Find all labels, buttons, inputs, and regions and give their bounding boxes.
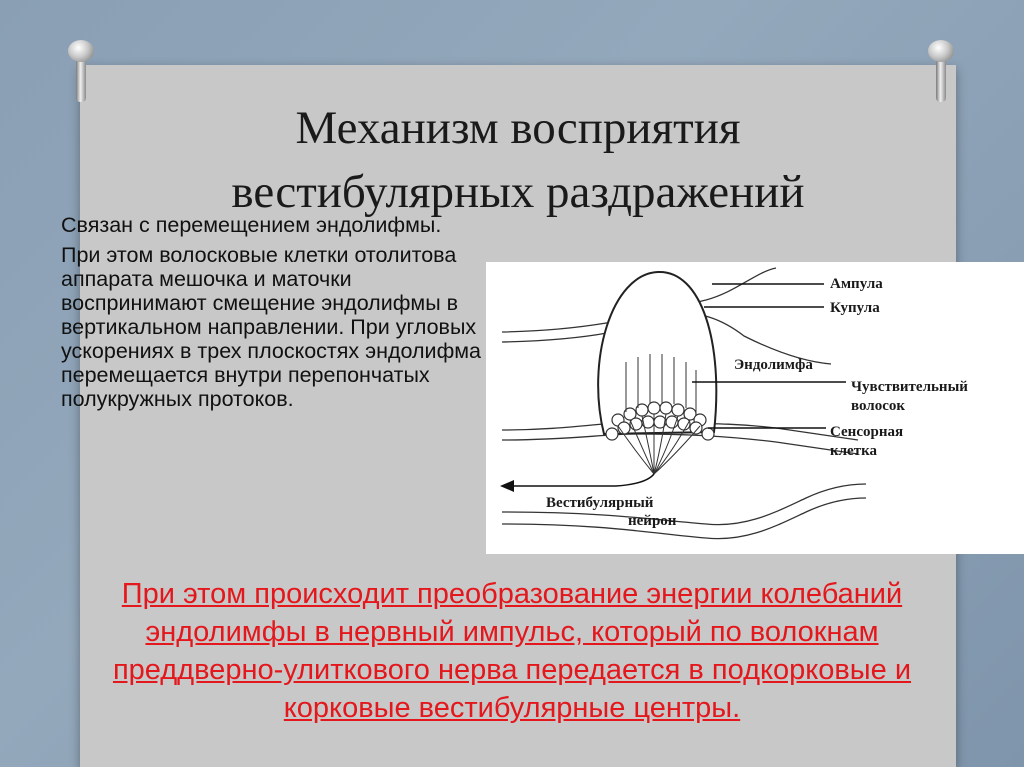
title-line-2: вестибулярных раздражений — [231, 166, 805, 218]
label-ampula: Ампула — [830, 276, 883, 292]
conclusion-text: При этом происходит преобразование энергии колебаний эндолимфы в нервный импульс, который по волокнам преддверно-улиткового нерва передается в подкорковые и корковые вестибулярные центры. — [112, 578, 912, 724]
paragraph-2: При этом волосковые клетки отолитова аппарата мешочка и маточки воспринимают смещение эндолифмы в вертикальном направлении. При угловых ускорениях в трех плоскостях эндолифма перемещается внутри перепончатых полукружных протоков. — [61, 243, 481, 411]
paragraph-1: Связан с перемещением эндолифмы. — [61, 213, 442, 237]
label-cupula: Купула — [830, 300, 880, 316]
label-endolymph: Эндолимфа — [734, 357, 813, 373]
ampulla-diagram — [486, 262, 1024, 554]
label-cell-line-2: клетка — [830, 443, 877, 459]
slide-title — [80, 96, 956, 224]
label-hair-line-1: Чувствительный — [851, 379, 968, 395]
label-neuron-line-1: Вестибулярный — [546, 495, 654, 511]
body-text — [61, 213, 481, 411]
label-cell-line-1: Сенсорная — [830, 424, 904, 440]
title-line-1: Механизм восприятия — [295, 102, 741, 154]
label-hair-line-2: волосок — [851, 398, 906, 414]
label-neuron-line-2: нейрон — [628, 513, 677, 529]
